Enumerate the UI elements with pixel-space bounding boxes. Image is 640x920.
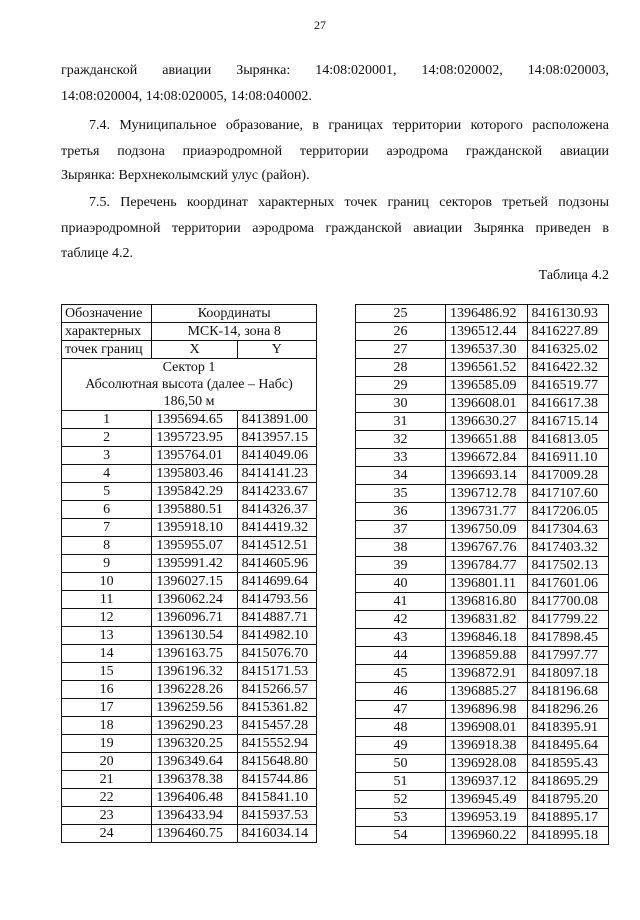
point-number-cell: 26 bbox=[356, 323, 446, 341]
point-number-cell: 17 bbox=[62, 699, 152, 717]
coord-y-cell: 8415171.53 bbox=[237, 663, 316, 681]
paragraph-line: 7.5. Перечень координат характерных точек границ секторов третьей подзоны bbox=[89, 195, 609, 210]
point-number-cell: 18 bbox=[62, 717, 152, 735]
point-number-cell: 6 bbox=[62, 501, 152, 519]
point-number-cell: 35 bbox=[356, 485, 446, 503]
table-row bbox=[62, 807, 317, 825]
coord-y-cell: 8417107.60 bbox=[527, 485, 609, 503]
table-row bbox=[356, 701, 609, 719]
coord-x-cell: 1396651.88 bbox=[446, 431, 528, 449]
table-row bbox=[356, 575, 609, 593]
coord-x-cell: 1395955.07 bbox=[152, 537, 237, 555]
coord-y-cell: 8417601.06 bbox=[527, 575, 609, 593]
table-row bbox=[62, 681, 317, 699]
table-row bbox=[356, 467, 609, 485]
point-number-cell: 28 bbox=[356, 359, 446, 377]
coord-x-cell: 1396693.14 bbox=[446, 467, 528, 485]
coord-y-cell: 8415841.10 bbox=[237, 789, 316, 807]
coord-y-cell: 8414512.51 bbox=[237, 537, 316, 555]
table-row bbox=[356, 485, 609, 503]
point-number-cell: 9 bbox=[62, 555, 152, 573]
table-row bbox=[356, 305, 609, 323]
table-row bbox=[356, 593, 609, 611]
coord-y-cell: 8418595.43 bbox=[527, 755, 609, 773]
coord-y-cell: 8417997.77 bbox=[527, 647, 609, 665]
table-row bbox=[62, 537, 317, 555]
table-row bbox=[356, 377, 609, 395]
point-number-cell: 36 bbox=[356, 503, 446, 521]
coord-x-cell: 1396228.26 bbox=[152, 681, 237, 699]
coord-x-cell: 1396349.64 bbox=[152, 753, 237, 771]
coord-y-cell: 8418395.91 bbox=[527, 719, 609, 737]
point-number-cell: 12 bbox=[62, 609, 152, 627]
header-x: X bbox=[152, 341, 237, 359]
coord-x-cell: 1396712.78 bbox=[446, 485, 528, 503]
table-row bbox=[62, 609, 317, 627]
point-number-cell: 21 bbox=[62, 771, 152, 789]
coord-x-cell: 1396096.71 bbox=[152, 609, 237, 627]
point-number-cell: 11 bbox=[62, 591, 152, 609]
coord-y-cell: 8418097.18 bbox=[527, 665, 609, 683]
point-number-cell: 47 bbox=[356, 701, 446, 719]
table-row bbox=[356, 683, 609, 701]
coord-y-cell: 8416911.10 bbox=[527, 449, 609, 467]
table-header-row bbox=[62, 323, 317, 341]
coord-y-cell: 8415076.70 bbox=[237, 645, 316, 663]
coord-x-cell: 1396608.01 bbox=[446, 395, 528, 413]
coordinates-table-left bbox=[61, 304, 317, 843]
paragraph-line: 14:08:020004, 14:08:020005, 14:08:040002. bbox=[61, 89, 312, 104]
coord-y-cell: 8415937.53 bbox=[237, 807, 316, 825]
coord-x-cell: 1396163.75 bbox=[152, 645, 237, 663]
table-row bbox=[62, 573, 317, 591]
point-number-cell: 40 bbox=[356, 575, 446, 593]
sector-height-label: Абсолютная высота (далее – Набс) bbox=[85, 377, 293, 392]
point-number-cell: 24 bbox=[62, 825, 152, 843]
coord-x-cell: 1395991.42 bbox=[152, 555, 237, 573]
page-number: 27 bbox=[314, 18, 326, 32]
coord-x-cell: 1396585.09 bbox=[446, 377, 528, 395]
point-number-cell: 4 bbox=[62, 465, 152, 483]
coord-y-cell: 8417206.05 bbox=[527, 503, 609, 521]
coord-x-cell: 1396512.44 bbox=[446, 323, 528, 341]
table-row bbox=[62, 555, 317, 573]
table-row bbox=[62, 465, 317, 483]
coord-y-cell: 8417304.63 bbox=[527, 521, 609, 539]
table-row bbox=[62, 699, 317, 717]
point-number-cell: 53 bbox=[356, 809, 446, 827]
coord-x-cell: 1396460.75 bbox=[152, 825, 237, 843]
point-number-cell: 45 bbox=[356, 665, 446, 683]
coord-x-cell: 1396290.23 bbox=[152, 717, 237, 735]
coord-y-cell: 8414605.96 bbox=[237, 555, 316, 573]
point-number-cell: 1 bbox=[62, 411, 152, 429]
coord-x-cell: 1396433.94 bbox=[152, 807, 237, 825]
coord-y-cell: 8418795.20 bbox=[527, 791, 609, 809]
point-number-cell: 20 bbox=[62, 753, 152, 771]
coordinates-table-right bbox=[355, 304, 609, 845]
coord-x-cell: 1396953.19 bbox=[446, 809, 528, 827]
coord-x-cell: 1396320.25 bbox=[152, 735, 237, 753]
table-row bbox=[62, 717, 317, 735]
coord-x-cell: 1396784.77 bbox=[446, 557, 528, 575]
coord-y-cell: 8416715.14 bbox=[527, 413, 609, 431]
coord-x-cell: 1396672.84 bbox=[446, 449, 528, 467]
coord-y-cell: 8414793.56 bbox=[237, 591, 316, 609]
coord-y-cell: 8414233.67 bbox=[237, 483, 316, 501]
table-row bbox=[62, 591, 317, 609]
coord-y-cell: 8415457.28 bbox=[237, 717, 316, 735]
point-number-cell: 38 bbox=[356, 539, 446, 557]
table-row bbox=[62, 483, 317, 501]
point-number-cell: 31 bbox=[356, 413, 446, 431]
point-number-cell: 33 bbox=[356, 449, 446, 467]
coord-y-cell: 8416422.32 bbox=[527, 359, 609, 377]
coord-x-cell: 1395694.65 bbox=[152, 411, 237, 429]
table-row bbox=[356, 539, 609, 557]
coord-y-cell: 8417502.13 bbox=[527, 557, 609, 575]
coord-y-cell: 8416227.89 bbox=[527, 323, 609, 341]
table-row bbox=[356, 503, 609, 521]
coord-x-cell: 1396831.82 bbox=[446, 611, 528, 629]
header-coords-line: Координаты bbox=[152, 305, 317, 323]
sector-name: Сектор 1 bbox=[162, 360, 216, 375]
table-row bbox=[356, 557, 609, 575]
point-number-cell: 30 bbox=[356, 395, 446, 413]
coord-y-cell: 8415552.94 bbox=[237, 735, 316, 753]
point-number-cell: 14 bbox=[62, 645, 152, 663]
coord-y-cell: 8416617.38 bbox=[527, 395, 609, 413]
table-row bbox=[356, 521, 609, 539]
coord-y-cell: 8413891.00 bbox=[237, 411, 316, 429]
table-row bbox=[356, 665, 609, 683]
point-number-cell: 23 bbox=[62, 807, 152, 825]
table-row bbox=[62, 429, 317, 447]
point-number-cell: 42 bbox=[356, 611, 446, 629]
table-row bbox=[62, 771, 317, 789]
coord-y-cell: 8418196.68 bbox=[527, 683, 609, 701]
table-row bbox=[356, 773, 609, 791]
coord-y-cell: 8417799.22 bbox=[527, 611, 609, 629]
table-row bbox=[356, 611, 609, 629]
coord-y-cell: 8417403.32 bbox=[527, 539, 609, 557]
coord-x-cell: 1396406.48 bbox=[152, 789, 237, 807]
point-number-cell: 3 bbox=[62, 447, 152, 465]
point-number-cell: 7 bbox=[62, 519, 152, 537]
table-header-row bbox=[62, 305, 317, 323]
table-row bbox=[62, 753, 317, 771]
table-row bbox=[356, 809, 609, 827]
table-row bbox=[62, 627, 317, 645]
coord-x-cell: 1395880.51 bbox=[152, 501, 237, 519]
table-header-row bbox=[62, 341, 317, 359]
table-row bbox=[62, 411, 317, 429]
point-number-cell: 16 bbox=[62, 681, 152, 699]
point-number-cell: 22 bbox=[62, 789, 152, 807]
coord-x-cell: 1396896.98 bbox=[446, 701, 528, 719]
coord-y-cell: 8414419.32 bbox=[237, 519, 316, 537]
coord-x-cell: 1395918.10 bbox=[152, 519, 237, 537]
table-row bbox=[356, 395, 609, 413]
point-number-cell: 15 bbox=[62, 663, 152, 681]
table-row bbox=[356, 629, 609, 647]
coord-x-cell: 1396537.30 bbox=[446, 341, 528, 359]
coord-x-cell: 1396859.88 bbox=[446, 647, 528, 665]
coord-x-cell: 1396027.15 bbox=[152, 573, 237, 591]
coord-x-cell: 1396561.52 bbox=[446, 359, 528, 377]
table-row bbox=[356, 431, 609, 449]
table-row bbox=[62, 501, 317, 519]
table-row bbox=[356, 791, 609, 809]
coord-x-cell: 1396767.76 bbox=[446, 539, 528, 557]
table-row bbox=[356, 359, 609, 377]
point-number-cell: 2 bbox=[62, 429, 152, 447]
coord-x-cell: 1396731.77 bbox=[446, 503, 528, 521]
coord-y-cell: 8415361.82 bbox=[237, 699, 316, 717]
table-row bbox=[356, 755, 609, 773]
point-number-cell: 48 bbox=[356, 719, 446, 737]
point-number-cell: 41 bbox=[356, 593, 446, 611]
coord-x-cell: 1395842.29 bbox=[152, 483, 237, 501]
table-row bbox=[62, 663, 317, 681]
coord-y-cell: 8416519.77 bbox=[527, 377, 609, 395]
paragraph-line: таблице 4.2. bbox=[61, 246, 133, 261]
coord-y-cell: 8416813.05 bbox=[527, 431, 609, 449]
coord-x-cell: 1396945.49 bbox=[446, 791, 528, 809]
paragraph-line: приаэродромной территории аэродрома гражданской авиации Зырянка приведен в bbox=[61, 221, 609, 236]
header-designation-line: точек границ bbox=[62, 341, 152, 359]
coord-y-cell: 8417898.45 bbox=[527, 629, 609, 647]
table-row bbox=[62, 825, 317, 843]
coord-y-cell: 8414887.71 bbox=[237, 609, 316, 627]
coord-x-cell: 1396885.27 bbox=[446, 683, 528, 701]
point-number-cell: 32 bbox=[356, 431, 446, 449]
point-number-cell: 19 bbox=[62, 735, 152, 753]
point-number-cell: 54 bbox=[356, 827, 446, 845]
coord-x-cell: 1395723.95 bbox=[152, 429, 237, 447]
coord-y-cell: 8417700.08 bbox=[527, 593, 609, 611]
sector-info bbox=[62, 359, 317, 411]
table-row bbox=[356, 323, 609, 341]
coord-x-cell: 1396928.08 bbox=[446, 755, 528, 773]
table-row bbox=[356, 647, 609, 665]
point-number-cell: 8 bbox=[62, 537, 152, 555]
coord-y-cell: 8415648.80 bbox=[237, 753, 316, 771]
coord-x-cell: 1396846.18 bbox=[446, 629, 528, 647]
point-number-cell: 52 bbox=[356, 791, 446, 809]
header-coords-line: МСК-14, зона 8 bbox=[152, 323, 317, 341]
coord-y-cell: 8414982.10 bbox=[237, 627, 316, 645]
coord-y-cell: 8418895.17 bbox=[527, 809, 609, 827]
sector-row bbox=[62, 359, 317, 411]
point-number-cell: 10 bbox=[62, 573, 152, 591]
point-number-cell: 5 bbox=[62, 483, 152, 501]
header-y: Y bbox=[237, 341, 316, 359]
header-designation-line: Обозначение bbox=[62, 305, 152, 323]
coord-y-cell: 8414049.06 bbox=[237, 447, 316, 465]
coord-y-cell: 8418296.26 bbox=[527, 701, 609, 719]
coord-y-cell: 8418495.64 bbox=[527, 737, 609, 755]
point-number-cell: 37 bbox=[356, 521, 446, 539]
table-row bbox=[356, 413, 609, 431]
point-number-cell: 50 bbox=[356, 755, 446, 773]
paragraph-line: гражданской авиации Зырянка: 14:08:020001, 14:08:020002, 14:08:020003, bbox=[61, 63, 609, 78]
coord-y-cell: 8413957.15 bbox=[237, 429, 316, 447]
coord-x-cell: 1396750.09 bbox=[446, 521, 528, 539]
point-number-cell: 27 bbox=[356, 341, 446, 359]
point-number-cell: 44 bbox=[356, 647, 446, 665]
table-row bbox=[62, 519, 317, 537]
coord-y-cell: 8415744.86 bbox=[237, 771, 316, 789]
point-number-cell: 51 bbox=[356, 773, 446, 791]
coord-x-cell: 1396630.27 bbox=[446, 413, 528, 431]
coord-x-cell: 1396062.24 bbox=[152, 591, 237, 609]
point-number-cell: 39 bbox=[356, 557, 446, 575]
coord-x-cell: 1396937.12 bbox=[446, 773, 528, 791]
table-row bbox=[62, 789, 317, 807]
coord-y-cell: 8418695.29 bbox=[527, 773, 609, 791]
coord-x-cell: 1396486.92 bbox=[446, 305, 528, 323]
table-row bbox=[62, 735, 317, 753]
point-number-cell: 43 bbox=[356, 629, 446, 647]
coord-y-cell: 8414326.37 bbox=[237, 501, 316, 519]
table-caption: Таблица 4.2 bbox=[538, 268, 609, 283]
point-number-cell: 46 bbox=[356, 683, 446, 701]
coord-x-cell: 1396801.11 bbox=[446, 575, 528, 593]
coord-y-cell: 8418995.18 bbox=[527, 827, 609, 845]
table-row bbox=[356, 827, 609, 845]
coord-y-cell: 8414699.64 bbox=[237, 573, 316, 591]
coord-y-cell: 8417009.28 bbox=[527, 467, 609, 485]
header-designation-line: характерных bbox=[62, 323, 152, 341]
point-number-cell: 25 bbox=[356, 305, 446, 323]
paragraph-line: третья подзона приаэродромной территории аэродрома гражданской авиации bbox=[61, 144, 609, 159]
coord-y-cell: 8416034.14 bbox=[237, 825, 316, 843]
table-row bbox=[356, 737, 609, 755]
coord-x-cell: 1396918.38 bbox=[446, 737, 528, 755]
coord-x-cell: 1396196.32 bbox=[152, 663, 237, 681]
coord-x-cell: 1395803.46 bbox=[152, 465, 237, 483]
table-row bbox=[62, 645, 317, 663]
coord-y-cell: 8415266.57 bbox=[237, 681, 316, 699]
point-number-cell: 13 bbox=[62, 627, 152, 645]
coord-y-cell: 8414141.23 bbox=[237, 465, 316, 483]
coord-x-cell: 1395764.01 bbox=[152, 447, 237, 465]
table-row bbox=[356, 341, 609, 359]
coord-x-cell: 1396872.91 bbox=[446, 665, 528, 683]
coord-x-cell: 1396816.80 bbox=[446, 593, 528, 611]
point-number-cell: 49 bbox=[356, 737, 446, 755]
paragraph-line: 7.4. Муниципальное образование, в границах территории которого расположена bbox=[89, 118, 609, 133]
point-number-cell: 29 bbox=[356, 377, 446, 395]
point-number-cell: 34 bbox=[356, 467, 446, 485]
coord-x-cell: 1396908.01 bbox=[446, 719, 528, 737]
coord-x-cell: 1396259.56 bbox=[152, 699, 237, 717]
sector-height-value: 186,50 м bbox=[163, 394, 215, 409]
table-row bbox=[356, 719, 609, 737]
coord-y-cell: 8416325.02 bbox=[527, 341, 609, 359]
coord-x-cell: 1396378.38 bbox=[152, 771, 237, 789]
coord-y-cell: 8416130.93 bbox=[527, 305, 609, 323]
table-row bbox=[62, 447, 317, 465]
table-row bbox=[356, 449, 609, 467]
coord-x-cell: 1396130.54 bbox=[152, 627, 237, 645]
paragraph-line: Зырянка: Верхнеколымский улус (район). bbox=[61, 168, 310, 183]
coord-x-cell: 1396960.22 bbox=[446, 827, 528, 845]
